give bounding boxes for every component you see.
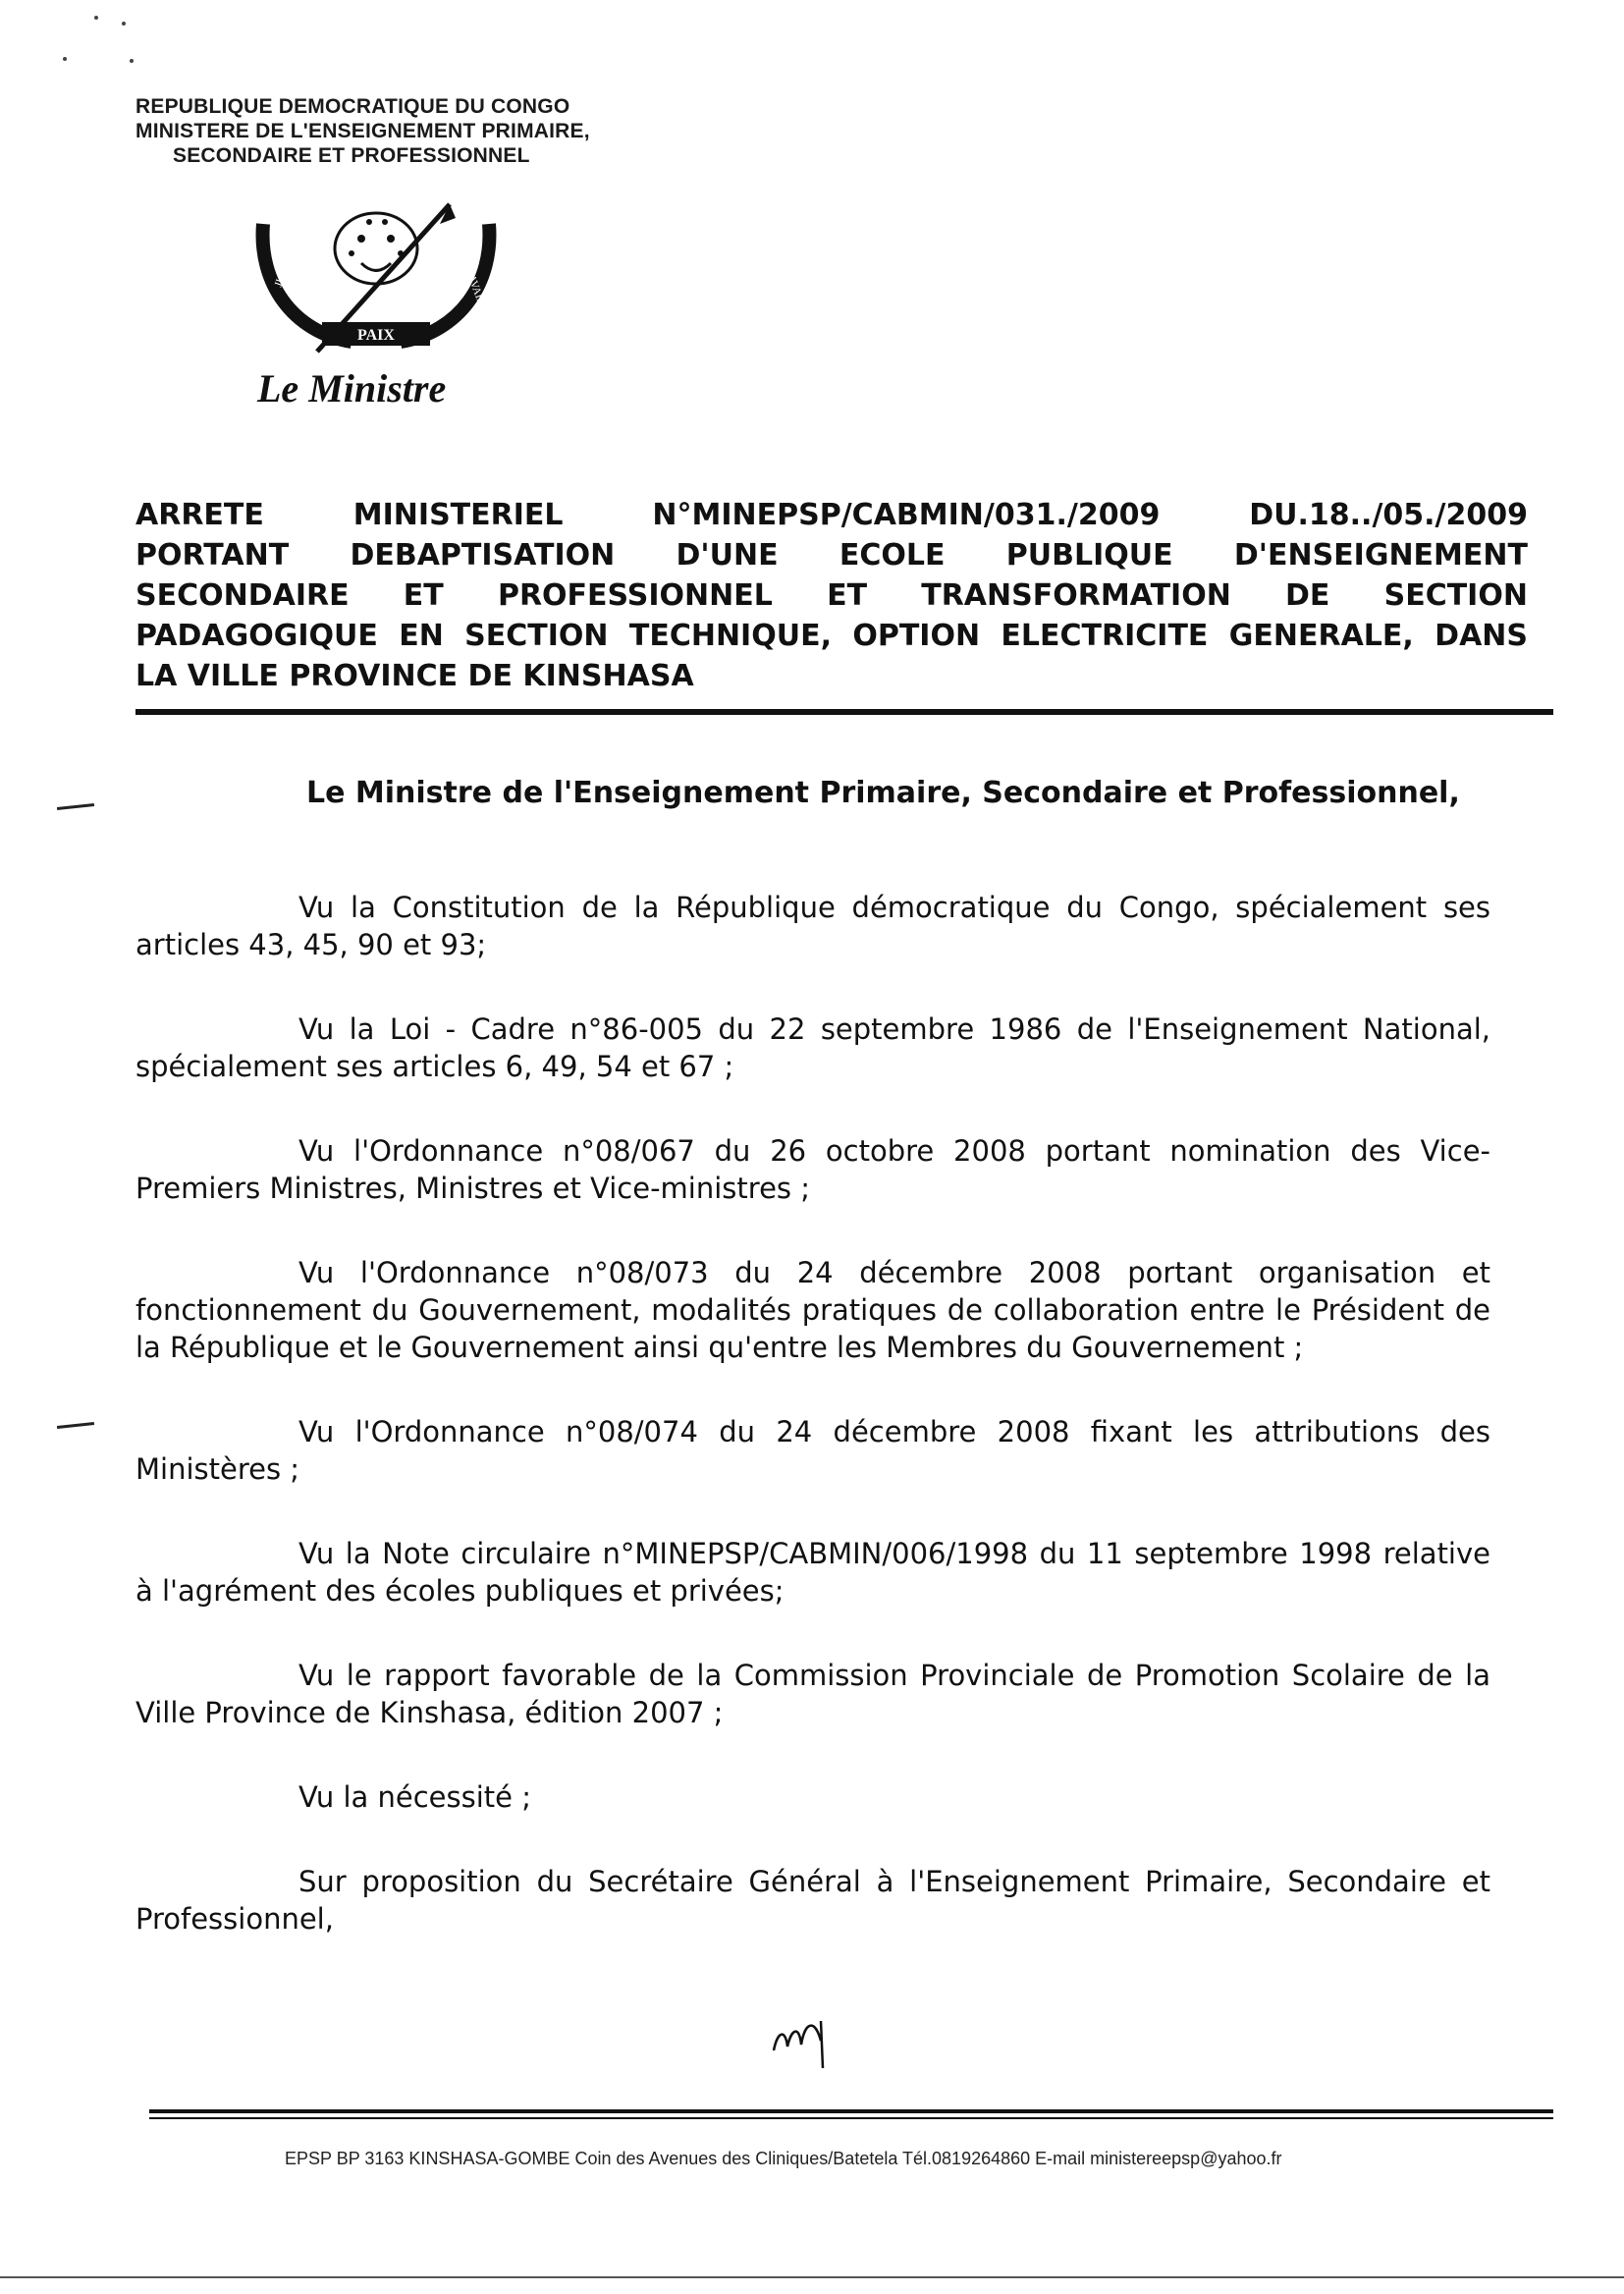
preamble-paragraph: Sur proposition du Secrétaire Général à l'Enseignement Primaire, Secondaire et Professionnel, — [135, 1865, 1490, 1936]
preamble-paragraph: Vu le rapport favorable de la Commission Provinciale de Promotion Scolaire de la Ville Province de Kinshasa, édition 2007 ; — [135, 1659, 1490, 1729]
title-word: PUBLIQUE — [1005, 538, 1173, 573]
title-line — [135, 535, 1528, 575]
handwritten-initials — [764, 2011, 842, 2070]
title-word: D'ENSEIGNEMENT — [1233, 538, 1528, 573]
title-line — [135, 656, 1528, 696]
minister-heading: Le Ministre de l'Enseignement Primaire, Secondaire et Professionnel, — [306, 776, 1460, 810]
title-word: PROFESSIONNEL — [497, 578, 773, 613]
title-word: D'UNE — [676, 538, 779, 573]
title-word: ECOLE — [839, 538, 946, 573]
signature-title: Le Ministre — [257, 366, 447, 410]
preamble-body — [135, 889, 1490, 1985]
preamble-paragraph: Vu la Loi - Cadre n°86-005 du 22 septembre 1986 de l'Enseignement National, spécialement ses articles 6, 49, 54 et 67 ; — [135, 1012, 1490, 1083]
letterhead-ministry-cont: SECONDAIRE ET PROFESSIONNEL — [173, 144, 530, 167]
title-word: MINISTERIEL — [352, 498, 564, 532]
preamble-paragraph: Vu l'Ordonnance n°08/067 du 26 octobre 2008 portant nomination des Vice-Premiers Ministres, Ministres et Vice-ministres ; — [135, 1134, 1490, 1205]
title-word: LA VILLE PROVINCE DE KINSHASA — [135, 659, 694, 693]
letterhead — [135, 94, 685, 168]
margin-mark — [57, 1422, 94, 1429]
title-word: ET — [403, 578, 444, 613]
scan-speck — [122, 22, 126, 26]
footer-address: EPSP BP 3163 KINSHASA-GOMBE Coin des Avenues des Cliniques/Batetela Tél.0819264860 E-mail ministereepsp@yahoo.fr — [285, 2149, 1282, 2168]
svg-text:PAIX: PAIX — [357, 327, 395, 344]
title-word: DE — [1285, 578, 1330, 613]
preamble-paragraph: Vu la nécessité ; — [298, 1780, 531, 1814]
margin-mark — [57, 803, 94, 810]
title-word: N°MINEPSP/CABMIN/031./2009 — [652, 498, 1161, 532]
scan-speck — [130, 59, 134, 63]
title-word: ET — [827, 578, 868, 613]
letterhead-country: REPUBLIQUE DEMOCRATIQUE DU CONGO — [135, 95, 570, 118]
coat-of-arms-emblem — [253, 194, 499, 361]
title-line — [135, 495, 1528, 535]
preamble-paragraph: Vu l'Ordonnance n°08/074 du 24 décembre 2008 fixant les attributions des Ministères ; — [135, 1415, 1490, 1486]
scan-speck — [94, 16, 98, 20]
svg-text:JUSTICE: JUSTICE — [272, 245, 298, 290]
title-word: SECTION — [1383, 578, 1528, 613]
footer-rule-thin — [149, 2117, 1553, 2119]
scan-speck — [63, 57, 67, 61]
title-word: SECONDAIRE — [135, 578, 350, 613]
preamble-paragraph: Vu la Constitution de la République démocratique du Congo, spécialement ses articles 43, 45, 90 et 93; — [135, 891, 1490, 961]
title-word: ARRETE — [135, 498, 264, 532]
svg-text:TRAVAIL: TRAVAIL — [460, 259, 487, 306]
title-line — [135, 575, 1528, 616]
scan-bottom-edge — [0, 2276, 1624, 2278]
decree-title — [135, 495, 1528, 696]
title-word: DEBAPTISATION — [350, 538, 616, 573]
title-word: PORTANT — [135, 538, 290, 573]
letterhead-ministry: MINISTERE DE L'ENSEIGNEMENT PRIMAIRE, — [135, 120, 590, 142]
preamble-paragraph: Vu la Note circulaire n°MINEPSP/CABMIN/006/1998 du 11 septembre 1998 relative à l'agrément des écoles publiques et privées; — [135, 1537, 1490, 1608]
title-underline — [135, 709, 1553, 715]
preamble-paragraph: Vu l'Ordonnance n°08/073 du 24 décembre 2008 portant organisation et fonctionnement du Gouvernement, modalités pratiques de collaboration entre le Président de la République et le Gouvernement ainsi qu'entre les Membres du Gouvernement ; — [135, 1256, 1490, 1364]
title-line — [135, 616, 1528, 656]
footer-rule — [149, 2109, 1553, 2113]
title-word: TRANSFORMATION — [921, 578, 1231, 613]
title-word: PADAGOGIQUE EN SECTION TECHNIQUE, OPTION ELECTRICITE GENERALE, DANS — [135, 619, 1528, 653]
title-word: DU.18../05./2009 — [1249, 498, 1529, 532]
